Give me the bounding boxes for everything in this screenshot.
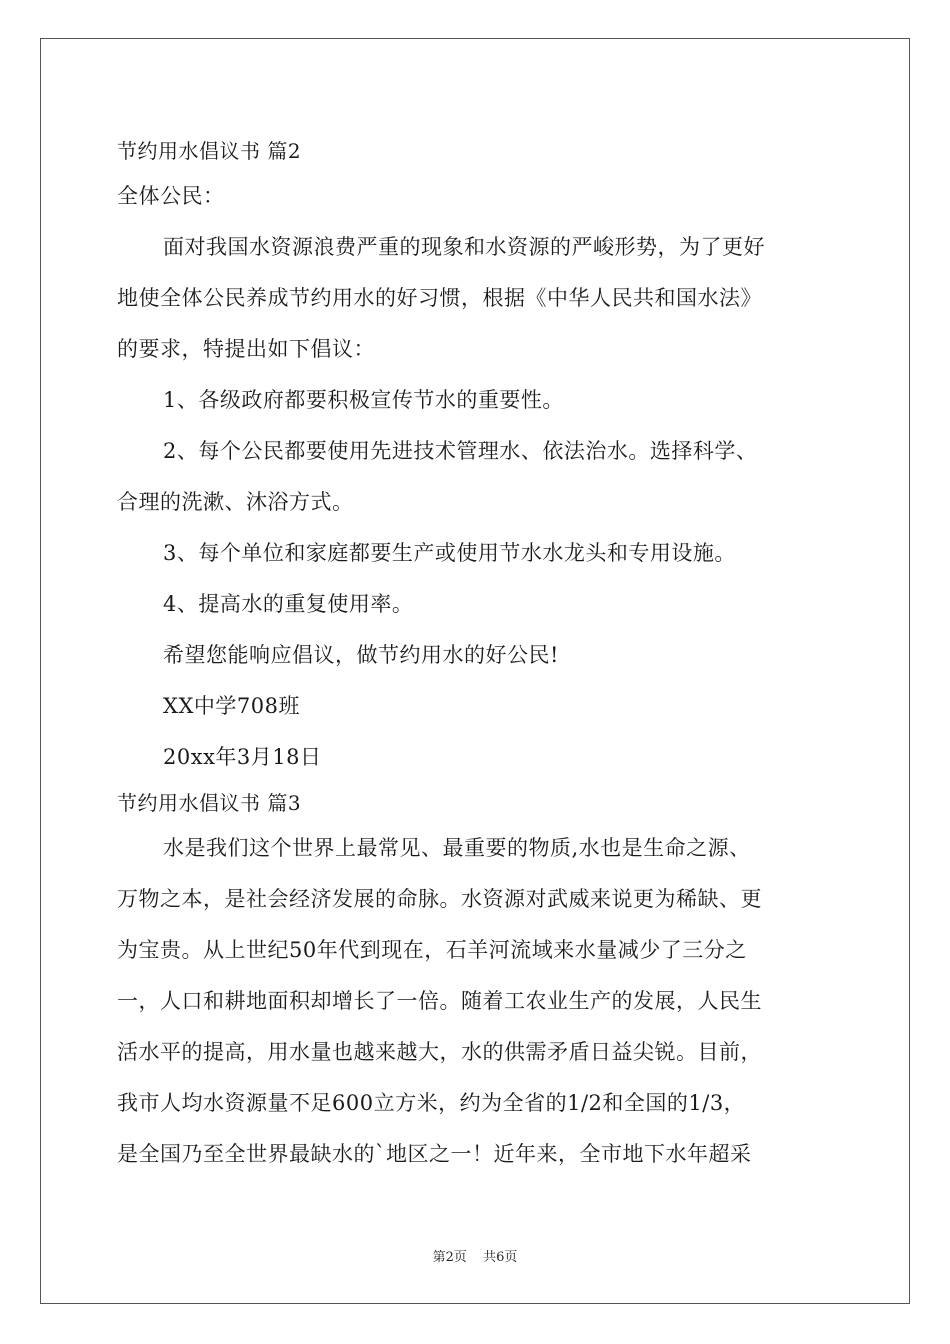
list-item-continuation: 合理的洗漱、沐浴方式。 (117, 490, 354, 514)
paragraph-line: 我市人均水资源量不足600立方米，约为全省的1/2和全国的1/3， (117, 1091, 746, 1115)
page-footer (0, 1246, 950, 1265)
paragraph-line: 是全国乃至全世界最缺水的`地区之一！近年来，全市地下水年超采 (117, 1142, 752, 1166)
list-item: 1、各级政府都要积极宣传节水的重要性。 (163, 388, 564, 412)
document-body (117, 131, 829, 1180)
list-item: 3、每个单位和家庭都要生产或使用节水水龙头和专用设施。 (163, 541, 736, 565)
date: 20xx年3月18日 (163, 745, 322, 769)
section-title-3: 节约用水倡议书 篇3 (117, 791, 302, 815)
salutation: 全体公民： (117, 184, 225, 208)
closing-line: 希望您能响应倡议，做节约用水的好公民! (163, 643, 559, 667)
list-item: 4、提高水的重复使用率。 (163, 592, 414, 616)
paragraph-line: 面对我国水资源浪费严重的现象和水资源的严峻形势，为了更好 (163, 235, 765, 259)
page-number: 第2页 (432, 1250, 467, 1265)
paragraph-line: 一，人口和耕地面积却增长了一倍。随着工农业生产的发展，人民生 (117, 989, 762, 1013)
paragraph-line: 的要求，特提出如下倡议： (117, 337, 375, 361)
signature: XX中学708班 (163, 694, 300, 718)
paragraph-line: 万物之本，是社会经济发展的命脉。水资源对武威来说更为稀缺、更 (117, 887, 762, 911)
paragraph-line: 为宝贵。从上世纪50年代到现在，石羊河流域来水量减少了三分之 (117, 938, 747, 962)
section-title-2: 节约用水倡议书 篇2 (117, 139, 302, 163)
paragraph-line: 活水平的提高，用水量也越来越大，水的供需矛盾日益尖锐。目前， (117, 1040, 762, 1064)
page-total: 共6页 (483, 1250, 518, 1265)
list-item: 2、每个公民都要使用先进技术管理水、依法治水。选择科学、 (163, 439, 758, 463)
paragraph-line: 地使全体公民养成节约用水的好习惯，根据《中华人民共和国水法》 (117, 286, 762, 310)
paragraph-line: 水是我们这个世界上最常见、最重要的物质,水也是生命之源、 (163, 836, 751, 860)
